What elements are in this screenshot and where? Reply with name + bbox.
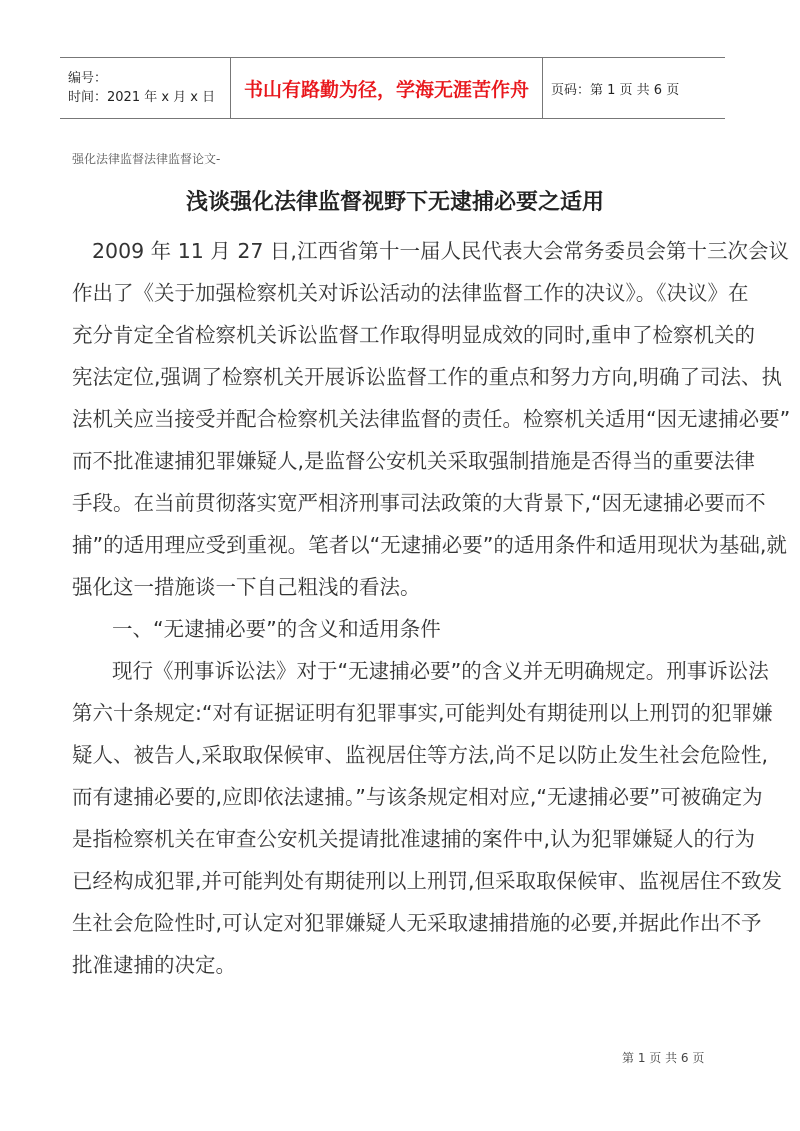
section-heading: 一、“无逮捕必要”的含义和适用条件 (112, 617, 441, 641)
paragraph-line: 而不批准逮捕犯罪嫌疑人,是监督公安机关采取强制措施是否得当的重要法律 (72, 449, 756, 473)
paragraph-line: 手段。在当前贯彻落实宽严相济刑事司法政策的大背景下,“因无逮捕必要而不 (72, 491, 766, 515)
document-body (72, 230, 791, 986)
paragraph-line: 疑人、被告人,采取取保候审、监视居住等方法,尚不足以防止发生社会危险性, (72, 743, 769, 767)
page-footer-number: 第 1 页 共 6 页 (622, 1051, 705, 1065)
paragraph-line: 充分肯定全省检察机关诉讼监督工作取得明显成效的同时,重申了检察机关的 (72, 323, 756, 347)
document-number-label: 编号： (68, 71, 108, 86)
paragraph-line: 是指检察机关在审查公安机关提请批准逮捕的案件中,认为犯罪嫌疑人的行为 (72, 827, 756, 851)
header-motto: 书山有路勤为径，学海无涯苦作舟 (243, 78, 529, 101)
header-page-number: 页码：第 1 页 共 6 页 (551, 82, 680, 98)
paragraph-line: 法机关应当接受并配合检察机关法律监督的责任。检察机关适用“因无逮捕必要” (72, 407, 791, 431)
header-motto-cell (230, 58, 543, 118)
paragraph-line: 生社会危险性时,可认定对犯罪嫌疑人无采取逮捕措施的必要,并据此作出不予 (72, 911, 762, 935)
header-page-cell (543, 58, 725, 118)
paragraph-line: 现行《刑事诉讼法》对于“无逮捕必要”的含义并无明确规定。刑事诉讼法 (112, 659, 769, 683)
document-title: 浅谈强化法律监督视野下无逮捕必要之适用 (185, 190, 604, 215)
header-meta-cell (60, 58, 230, 118)
paragraph-definition (72, 650, 783, 986)
document-subtitle: 强化法律监督法律监督论文- (72, 152, 221, 166)
paragraph-line: 作出了《关于加强检察机关对诉讼活动的法律监督工作的决议》。《决议》在 (72, 281, 749, 305)
paragraph-intro (72, 230, 791, 608)
paragraph-line: 已经构成犯罪,并可能判处有期徒刑以上刑罚,但采取取保候审、监视居住不致发 (72, 869, 783, 893)
paragraph-line: 批准逮捕的决定。 (72, 953, 236, 977)
paragraph-line: 第六十条规定:“对有证据证明有犯罪事实,可能判处有期徒刑以上刑罚的犯罪嫌 (72, 701, 773, 725)
document-time-label: 时间：2021 年 x 月 x 日 (68, 90, 216, 105)
paragraph-line: 而有逮捕必要的,应即依法逮捕。”与该条规定相对应,“无逮捕必要”可被确定为 (72, 785, 763, 809)
paragraph-line: 2009 年 11 月 27 日,江西省第十一届人民代表大会常务委员会第十三次会议 (92, 239, 789, 263)
paragraph-line: 强化这一措施谈一下自己粗浅的看法。 (72, 575, 421, 599)
document-header-table (60, 57, 725, 119)
paragraph-line: 宪法定位,强调了检察机关开展诉讼监督工作的重点和努力方向,明确了司法、执 (72, 365, 783, 389)
paragraph-line: 捕”的适用理应受到重视。笔者以“无逮捕必要”的适用条件和适用现状为基础,就 (72, 533, 787, 557)
